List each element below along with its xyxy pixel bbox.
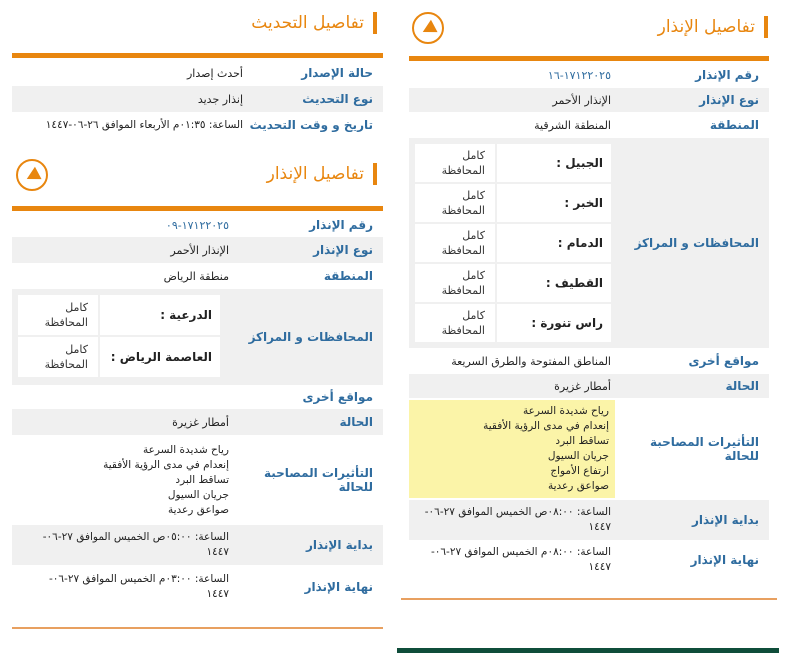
row-value: إنذار جديد — [197, 92, 243, 106]
alert-row-start — [12, 525, 383, 565]
update-row-release-status — [12, 60, 383, 86]
row-value: أمطار غزيرة — [172, 415, 229, 429]
alert-details-title-text: تفاصيل الإنذار — [266, 164, 364, 184]
update-row-datetime — [12, 112, 383, 138]
row-value: أحدث إصدار — [186, 66, 243, 80]
row-label: بداية الإنذار — [305, 538, 373, 552]
area-city: العاصمة الرياض : — [100, 337, 220, 377]
row-value: منطقة الرياض — [163, 269, 229, 283]
row-value: الساعة: ٠٨:٠٠م الخميس الموافق ٢٧-٠٦- ١٤٤٧ — [430, 546, 611, 573]
area-coverage: كامل المحافظة — [18, 295, 98, 335]
area-city: الجبيل : — [497, 144, 611, 182]
row-label: حالة الإصدار — [301, 66, 373, 80]
areas-table — [16, 293, 222, 379]
row-label: رقم الإنذار — [309, 218, 373, 232]
alert-row-status — [12, 409, 383, 435]
title-accent-bar — [373, 12, 377, 34]
area-city: القطيف : — [497, 264, 611, 302]
bottom-rule — [12, 627, 383, 629]
row-label: نوع الإنذار — [313, 243, 373, 257]
area-city: الدرعية : — [100, 295, 220, 335]
row-value: رياح شديدة السرعة إنعدام في مدى الرؤية الأفقية تساقط البرد جريان السيول صواعق رعدية — [103, 443, 229, 516]
row-label: الحالة — [725, 379, 759, 393]
area-coverage: كامل المحافظة — [415, 264, 495, 302]
alert-row-end — [409, 540, 769, 580]
area-coverage: كامل المحافظة — [415, 304, 495, 342]
area-coverage: كامل المحافظة — [415, 184, 495, 222]
area-row — [415, 184, 611, 222]
area-row — [415, 264, 611, 302]
update-details-title — [251, 12, 377, 34]
orange-rule — [12, 53, 383, 58]
row-label: مواقع أخرى — [302, 390, 373, 404]
row-value: الساعة: ٠٨:٠٠ص الخميس الموافق ٢٧-٠٦- ١٤٤٧ — [424, 506, 611, 533]
footer-green-bar — [397, 648, 779, 653]
alert-row-region — [12, 263, 383, 289]
back-arrow-icon[interactable] — [16, 159, 48, 191]
row-label: مواقع أخرى — [688, 354, 759, 368]
row-label: نوع التحديث — [302, 92, 373, 106]
update-details-header — [0, 2, 395, 46]
row-label: بداية الإنذار — [691, 513, 759, 527]
row-value: الساعة: ٠٣:٠٠م الخميس الموافق ٢٧-٠٦- ١٤٤٧ — [48, 573, 229, 600]
orange-rule — [12, 206, 383, 211]
alert-row-number — [12, 213, 383, 237]
row-label: نهاية الإنذار — [304, 580, 373, 594]
area-row — [415, 304, 611, 342]
alert-row-effects — [409, 400, 769, 498]
row-value: رياح شديدة السرعة إنعدام في مدى الرؤية الأفقية تساقط البرد جريان السيول ارتفاع الأمواج صواعق رعدية — [483, 405, 609, 492]
alert-details-title — [658, 16, 768, 38]
area-row — [415, 144, 611, 182]
row-value: الساعة: ٠٥:٠٠ص الخميس الموافق ٢٧-٠٦- ١٤٤٧ — [42, 531, 229, 558]
update-details-title-text: تفاصيل التحديث — [251, 13, 364, 33]
row-value: أمطار غزيرة — [554, 379, 611, 393]
left-panel — [0, 0, 395, 667]
area-city: الدمام : — [497, 224, 611, 262]
area-city: الخبر : — [497, 184, 611, 222]
row-label: نوع الإنذار — [699, 93, 759, 107]
update-row-update-type — [12, 86, 383, 112]
orange-rule — [409, 56, 769, 61]
row-label: المنطقة — [709, 118, 759, 132]
alert-details-header — [397, 6, 792, 50]
row-value: المناطق المفتوحة والطرق السريعة — [451, 354, 611, 368]
areas-table — [413, 142, 613, 344]
alert-details-title — [267, 163, 377, 185]
alert-row-other-locations — [409, 348, 769, 374]
title-accent-bar — [764, 16, 768, 38]
row-label: الحالة — [339, 415, 373, 429]
row-label: التأثيرات المصاحبة للحالة — [615, 400, 769, 498]
alert-row-region — [409, 112, 769, 138]
alert-number-value: ١٧١٢٢٠٢٥-٠٩ — [165, 218, 229, 232]
alert-row-type — [409, 88, 769, 112]
alert-number-value: ١٧١٢٢٠٢٥-١٦ — [547, 68, 611, 82]
row-label: رقم الإنذار — [695, 68, 759, 82]
row-value: الساعة: ٠١:٣٥م الأربعاء الموافق ٢٦-٠٦-١٤٤٧ — [45, 119, 243, 131]
right-panel — [397, 0, 792, 667]
alert-row-status — [409, 374, 769, 398]
area-row — [415, 224, 611, 262]
row-label: المحافظات و المراكز — [634, 236, 759, 250]
row-label: تاريخ و وقت التحديث — [249, 118, 373, 132]
row-value: الإنذار الأحمر — [170, 243, 229, 257]
row-label: نهاية الإنذار — [690, 553, 759, 567]
alert-row-effects — [12, 437, 383, 523]
row-label: المحافظات و المراكز — [248, 330, 373, 344]
row-label: التأثيرات المصاحبة للحالة — [263, 466, 373, 494]
area-coverage: كامل المحافظة — [415, 224, 495, 262]
row-value: الإنذار الأحمر — [552, 93, 611, 107]
alert-details-header — [0, 153, 395, 197]
area-city: راس تنورة : — [497, 304, 611, 342]
title-accent-bar — [373, 163, 377, 185]
alert-row-end — [12, 567, 383, 607]
area-coverage: كامل المحافظة — [18, 337, 98, 377]
alert-row-type — [12, 237, 383, 263]
alert-row-start — [409, 500, 769, 540]
alert-row-other-locations — [12, 385, 383, 409]
area-coverage: كامل المحافظة — [415, 144, 495, 182]
alert-details-title-text: تفاصيل الإنذار — [657, 17, 755, 37]
row-value: المنطقة الشرقية — [534, 118, 611, 132]
back-arrow-icon[interactable] — [412, 12, 444, 44]
bottom-rule — [401, 598, 777, 600]
alert-row-number — [409, 62, 769, 88]
area-row — [18, 295, 220, 335]
row-label: المنطقة — [323, 269, 373, 283]
area-row — [18, 337, 220, 377]
